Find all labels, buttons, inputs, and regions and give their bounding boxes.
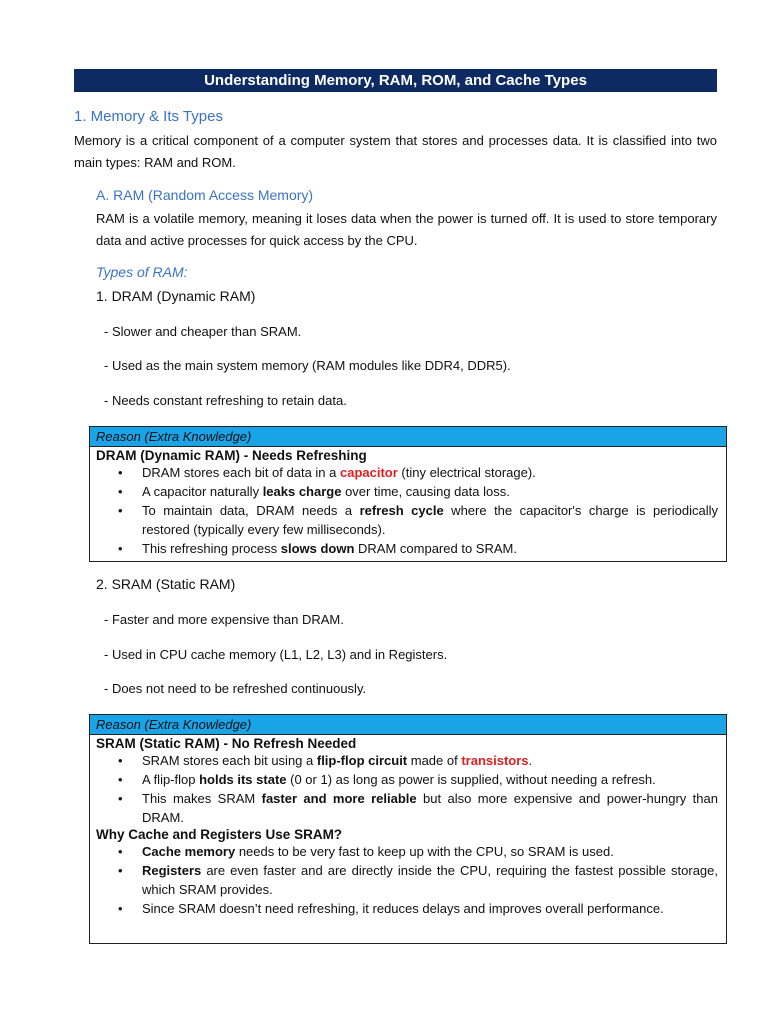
list-item: • Since SRAM doesn’t need refreshing, it reduces delays and improves overall performance. (90, 899, 718, 918)
document-title: Understanding Memory, RAM, ROM, and Cache Types (74, 69, 717, 92)
list-item: • SRAM stores each bit using a flip-flop circuit made of transistors. (90, 751, 718, 770)
reason-box-header: Reason (Extra Knowledge) (90, 715, 726, 735)
sram-heading: 2. SRAM (Static RAM) (96, 576, 236, 592)
sram-point: - Used in CPU cache memory (L1, L2, L3) and in Registers. (104, 647, 448, 662)
sram-reason-list (90, 751, 726, 827)
list-item: • This refreshing process slows down DRAM compared to SRAM. (90, 539, 718, 558)
why-sram-list (90, 842, 726, 918)
section-heading-memory: 1. Memory & Its Types (74, 108, 223, 125)
dram-heading: 1. DRAM (Dynamic RAM) (96, 288, 256, 304)
reason-box-header: Reason (Extra Knowledge) (90, 427, 726, 447)
sram-point: - Does not need to be refreshed continuously. (104, 681, 367, 696)
types-of-ram-heading: Types of RAM: (96, 264, 188, 280)
dram-reason-box (89, 426, 727, 562)
memory-intro-paragraph: Memory is a critical component of a computer system that stores and processes data. It is classified into two main types: RAM and ROM. (74, 133, 717, 170)
list-item: • Registers are even faster and are directly inside the CPU, requiring the fastest possible storage, which SRAM provides. (90, 861, 718, 899)
list-item: • A flip-flop holds its state (0 or 1) as long as power is supplied, without needing a refresh. (90, 770, 718, 789)
sram-point: - Faster and more expensive than DRAM. (104, 612, 344, 627)
list-item: • Cache memory needs to be very fast to keep up with the CPU, so SRAM is used. (90, 842, 718, 861)
why-sram-title: Why Cache and Registers Use SRAM? (96, 827, 343, 842)
reason-box-title: DRAM (Dynamic RAM) - Needs Refreshing (96, 448, 367, 463)
list-item: • DRAM stores each bit of data in a capacitor (tiny electrical storage). (90, 463, 718, 482)
list-item: • A capacitor naturally leaks charge over time, causing data loss. (90, 482, 718, 501)
reason-box-title: SRAM (Static RAM) - No Refresh Needed (96, 736, 357, 751)
dram-reason-list (90, 463, 726, 558)
dram-point: - Used as the main system memory (RAM modules like DDR4, DDR5). (104, 358, 511, 373)
list-item: • To maintain data, DRAM needs a refresh cycle where the capacitor's charge is periodically restored (typically every few milliseconds). (90, 501, 718, 539)
ram-intro-paragraph: RAM is a volatile memory, meaning it loses data when the power is turned off. It is used to store temporary data and active processes for quick access by the CPU. (96, 211, 717, 248)
sram-reason-box (89, 714, 727, 944)
ram-heading: A. RAM (Random Access Memory) (96, 187, 314, 203)
dram-point: - Needs constant refreshing to retain data. (104, 393, 347, 408)
list-item: • This makes SRAM faster and more reliable but also more expensive and power-hungry than DRAM. (90, 789, 718, 827)
dram-point: - Slower and cheaper than SRAM. (104, 324, 302, 339)
